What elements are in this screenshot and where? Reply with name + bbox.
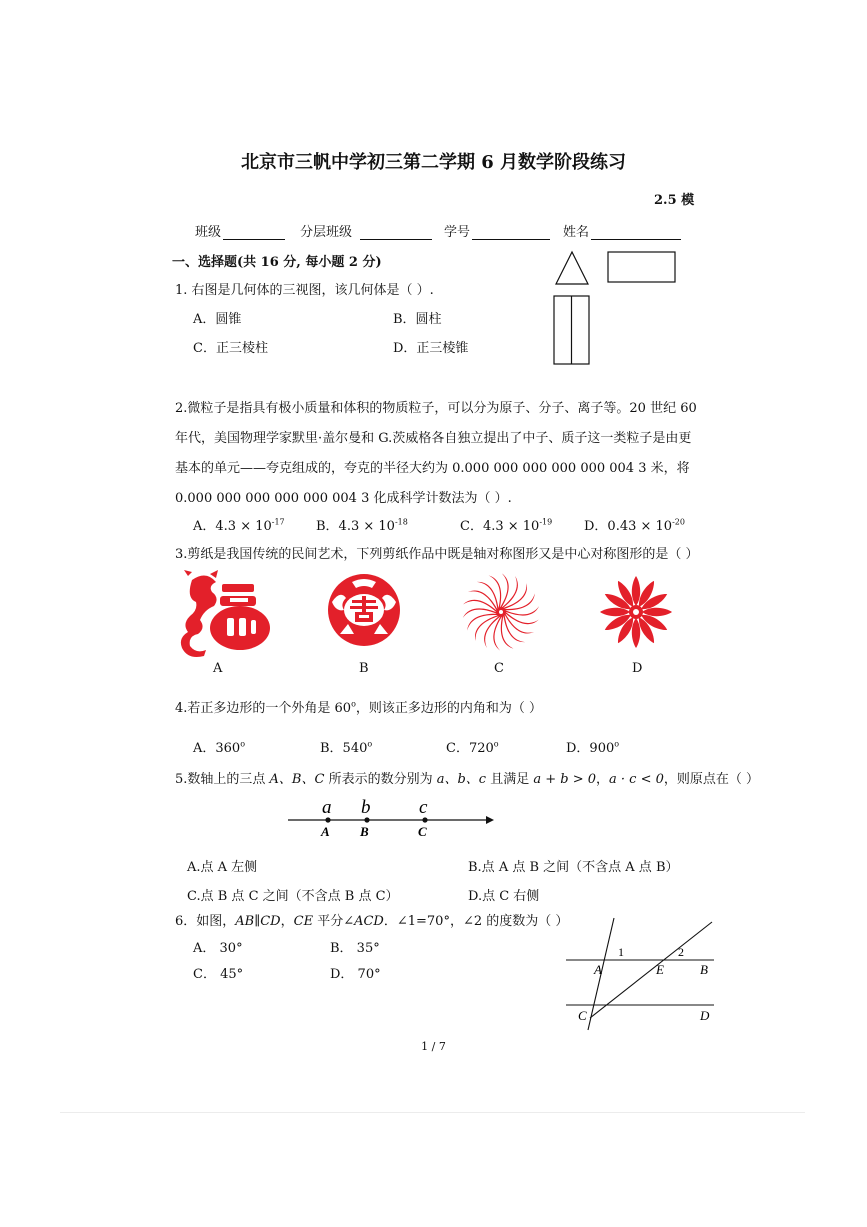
q4-option-d[interactable]: D．900$^o$ xyxy=(566,739,620,756)
flower-petal xyxy=(600,608,630,616)
papercut-d-flower[interactable] xyxy=(598,574,674,650)
point-a xyxy=(325,817,330,822)
q2-line-1: 2.微粒子是指具有极小质量和体积的物质粒子，可以分为原子、分子、离子等。20 世纪 60 xyxy=(175,401,697,416)
number-line-arrow xyxy=(486,816,494,824)
layer-class-field xyxy=(300,221,432,240)
three-view-figure xyxy=(550,248,685,368)
q6-option-b[interactable]: B． 35° xyxy=(330,941,380,956)
papercut-label-b: B xyxy=(359,661,369,676)
papercut-c-swirl[interactable] xyxy=(463,574,539,650)
q1-option-c[interactable]: C．正三棱柱 xyxy=(193,341,268,356)
point-c-label: C xyxy=(418,824,427,839)
flower-petal xyxy=(632,576,640,606)
q5-stem: 5.数轴上的三点 A、B、C 所表示的数分别为 a、b、c 且满足 a + b > 0，a · c < 0，则原点在（ ） xyxy=(175,772,760,787)
q5-option-a[interactable]: A.点 A 左侧 xyxy=(187,860,258,875)
point-e-geom: E xyxy=(656,962,664,977)
layer-class-blank[interactable] xyxy=(360,225,432,240)
point-b-label: B xyxy=(360,824,369,839)
q2-option-b[interactable]: B．$4.3 \times 10^{-18}$ xyxy=(316,517,408,534)
name-label: 姓名 xyxy=(563,225,590,240)
q1-option-a[interactable]: A．圆锥 xyxy=(193,312,242,327)
flower-petal xyxy=(642,608,672,616)
bisector-ce xyxy=(590,922,712,1018)
q1-option-b[interactable]: B．圆柱 xyxy=(393,312,442,327)
q2-option-c[interactable]: C．$4.3 \times 10^{-19}$ xyxy=(460,517,553,534)
q2-option-d[interactable]: D．$0.43 \times 10^{-20}$ xyxy=(584,517,685,534)
papercut-b-chun[interactable] xyxy=(326,572,402,648)
page-number: 1 / 7 xyxy=(421,1040,446,1053)
page-separator xyxy=(60,1112,805,1113)
version-label: 2.5 模 xyxy=(654,193,695,208)
point-c xyxy=(422,817,427,822)
layer-class-label: 分层班级 xyxy=(300,225,353,240)
student-no-blank[interactable] xyxy=(472,225,550,240)
angle-2-label: 2 xyxy=(678,945,684,959)
papercut-label-c: C xyxy=(494,661,504,676)
class-label: 班级 xyxy=(195,225,222,240)
q4-option-b[interactable]: B．540$^o$ xyxy=(320,739,373,756)
q2-line-2: 年代，美国物理学家默里·盖尔曼和 G.茨威格各自独立提出了中子、质子这一类粒子是由更 xyxy=(175,431,692,446)
var-a-label: a xyxy=(322,797,332,818)
section-heading: 一、选择题(共 16 分, 每小题 2 分) xyxy=(172,255,382,270)
number-line xyxy=(286,796,496,842)
point-b xyxy=(364,817,369,822)
q2-line-3: 基本的单元——夸克组成的，夸克的半径大约为 0.000 000 000 000 000 004 3 米，将 xyxy=(175,461,690,476)
q6-option-d[interactable]: D． 70° xyxy=(330,967,381,982)
point-a-label: A xyxy=(321,824,330,839)
q2-line-4: 0.000 000 000 000 000 004 3 化成科学计数法为（ ）. xyxy=(175,491,512,506)
point-a-geom: A xyxy=(594,962,602,977)
class-field xyxy=(195,221,285,240)
student-no-label: 学号 xyxy=(444,225,471,240)
q1-option-d[interactable]: D．正三棱锥 xyxy=(393,341,469,356)
side-view-rectangle xyxy=(608,252,675,282)
parallel-lines-figure xyxy=(560,918,725,1030)
angle-1-label: 1 xyxy=(618,945,624,959)
point-d-geom: D xyxy=(700,1008,710,1023)
class-blank[interactable] xyxy=(223,225,285,240)
q5-option-c[interactable]: C.点 B 点 C 之间（不含点 B 点 C） xyxy=(187,889,399,904)
q2-option-a[interactable]: A．$4.3 \times 10^{-17}$ xyxy=(193,517,285,534)
papercut-label-a: A xyxy=(213,661,223,676)
q4-option-c[interactable]: C．720$^o$ xyxy=(446,739,499,756)
q3-stem: 3.剪纸是我国传统的民间艺术，下列剪纸作品中既是轴对称图形又是中心对称图形的是（ ） xyxy=(175,547,699,562)
q6-stem: 6．如图，AB∥CD，CE 平分∠ACD．∠1=70°，∠2 的度数为（ ） xyxy=(175,914,569,929)
papercut-label-d: D xyxy=(632,661,643,676)
var-c-label: c xyxy=(419,797,428,818)
point-b-geom: B xyxy=(700,962,708,977)
q1-stem: 1. 右图是几何体的三视图，该几何体是（ ）. xyxy=(175,283,434,298)
front-view-triangle xyxy=(556,252,588,284)
name-blank[interactable] xyxy=(591,225,681,240)
q4-stem: 4.若正多边形的一个外角是 60$^o$，则该正多边形的内角和为（ ） xyxy=(175,699,543,716)
q6-option-c[interactable]: C． 45° xyxy=(193,967,244,982)
name-field xyxy=(563,221,681,240)
var-b-label: b xyxy=(361,797,371,818)
flower-petal xyxy=(632,618,640,648)
q5-option-d[interactable]: D.点 C 右侧 xyxy=(468,889,540,904)
student-no-field xyxy=(444,221,550,240)
point-c-geom: C xyxy=(578,1008,587,1023)
q5-option-b[interactable]: B.点 A 点 B 之间（不含点 A 点 B） xyxy=(468,860,679,875)
q4-option-a[interactable]: A．360$^o$ xyxy=(193,739,246,756)
q6-option-a[interactable]: A． 30° xyxy=(193,941,243,956)
page-title: 北京市三帆中学初三第二学期 6 月数学阶段练习 xyxy=(240,152,627,173)
papercut-a-dragon[interactable] xyxy=(182,570,274,652)
